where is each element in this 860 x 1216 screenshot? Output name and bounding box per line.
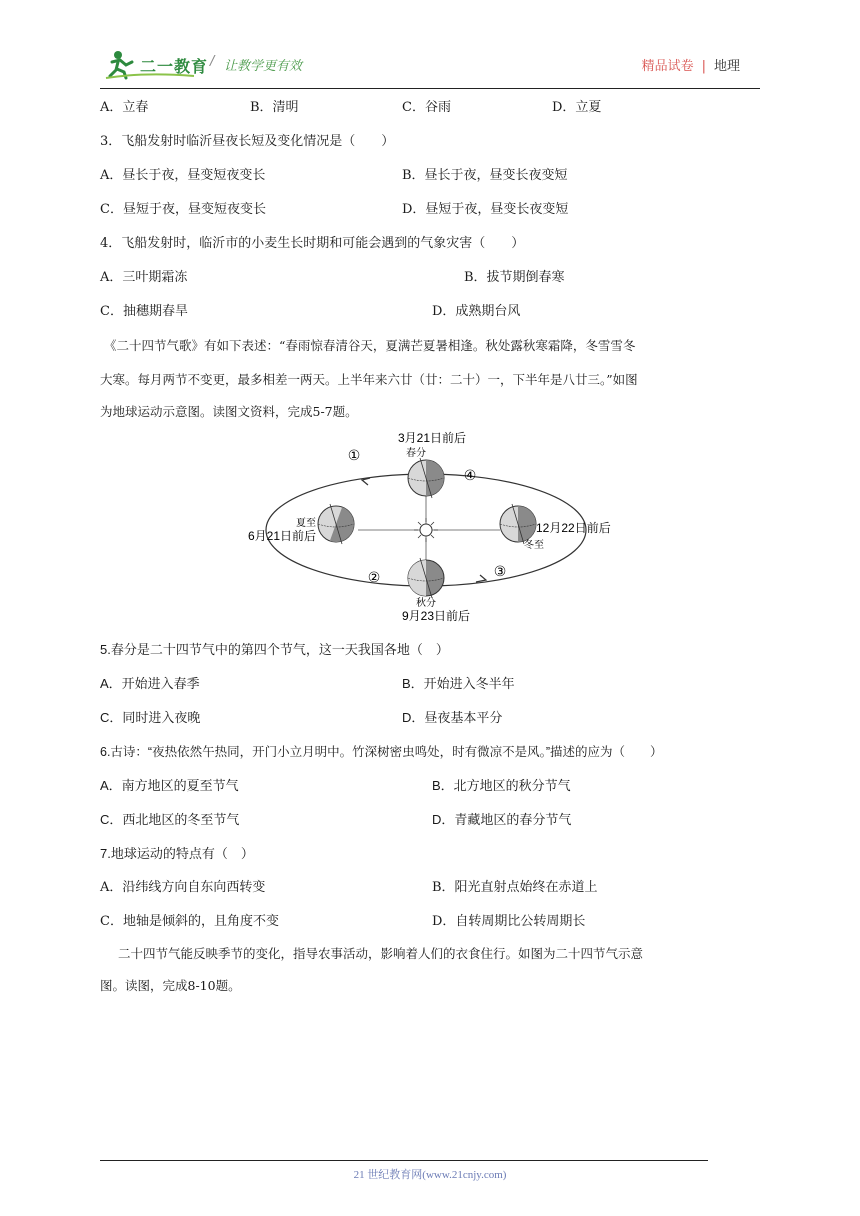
orbit-arrow-icon	[476, 575, 486, 582]
option: B．北方地区的秋分节气	[432, 778, 571, 793]
label-right-term: 冬至	[524, 540, 544, 551]
question-stem: 3．飞船发射时临沂昼夜长短及变化情况是（ ）	[100, 134, 395, 149]
label-left-term: 夏至	[296, 518, 316, 529]
option: D．立夏	[552, 100, 602, 115]
passage-line: 为地球运动示意图。读图文资料，完成5-7题。	[100, 404, 358, 419]
option: A．昼长于夜，昼变短夜变长	[100, 168, 266, 183]
option: D．昼夜基本平分	[402, 710, 503, 725]
passage-text: 二十四节气能反映季节的变化，指导农事活动，影响着人们的衣食住行。如图为二十四节气示意	[118, 946, 644, 961]
passage-line	[100, 336, 635, 356]
footer-text: 21 世纪教育网(www.21cnjy.com)	[353, 1169, 507, 1181]
header-rule	[100, 88, 760, 89]
option: A．三叶期霜冻	[100, 270, 188, 285]
label-bottom-date: 9月23日前后	[401, 609, 471, 623]
earth-winter-icon	[500, 504, 536, 544]
question-stem: 6.古诗：“夜热依然午热同，开门小立月明中。竹深树密虫鸣处，时有微凉不是风。”描述的应为（ ）	[100, 745, 663, 759]
option: C．同时进入夜晚	[100, 710, 201, 725]
label-bottom-term: 秋分	[416, 598, 436, 609]
logo-text: 二一教育	[140, 57, 209, 76]
label-left-date: 6月21日前后	[247, 529, 316, 543]
option: A．南方地区的夏至节气	[100, 778, 239, 793]
option: A．立春	[100, 100, 149, 115]
label-top-date: 3月21日前后	[397, 431, 467, 445]
marker-4: ④	[463, 468, 477, 484]
marker-3: ③	[493, 564, 507, 580]
label-top-term: 春分	[406, 448, 426, 459]
option: B．开始进入冬半年	[402, 676, 515, 691]
marker-1: ①	[347, 448, 361, 464]
option: C．西北地区的冬至节气	[100, 812, 240, 827]
option: D．成熟期台风	[432, 304, 521, 319]
earth-orbit-diagram	[240, 430, 620, 630]
option: B．阳光直射点始终在赤道上	[432, 880, 598, 895]
slogan-separator: /	[210, 54, 215, 69]
sun-icon	[414, 518, 438, 542]
option: B．拔节期倒春寒	[464, 270, 565, 285]
page-header	[100, 44, 760, 86]
option: C．地轴是倾斜的，且角度不变	[100, 914, 279, 929]
question-stem: 7.地球运动的特点有（ ）	[100, 846, 254, 861]
question-stem: 5.春分是二十四节气中的第四个节气，这一天我国各地（ ）	[100, 642, 449, 657]
footer-rule	[100, 1160, 708, 1161]
earth-autumn-icon	[408, 558, 444, 598]
option: D．青藏地区的春分节气	[432, 812, 572, 827]
passage-line: 图。读图，完成8-10题。	[100, 978, 241, 993]
marker-2: ②	[367, 570, 381, 586]
tag-label: 精品试卷	[641, 59, 694, 74]
option: C．昼短于夜，昼变短夜变长	[100, 202, 266, 217]
subject-label: 地理	[713, 59, 740, 74]
option: D．昼短于夜，昼变长夜变短	[402, 202, 569, 217]
option: B．清明	[250, 100, 299, 115]
option: D．自转周期比公转周期长	[432, 914, 586, 929]
passage-line	[100, 944, 643, 964]
header-divider: |	[701, 59, 706, 74]
option: B．昼长于夜，昼变长夜变短	[402, 168, 568, 183]
earth-spring-icon	[408, 458, 444, 498]
option: C．谷雨	[402, 100, 451, 115]
header-labels	[642, 55, 740, 74]
earth-summer-icon	[318, 504, 359, 547]
label-right-date: 12月22日前后	[536, 521, 611, 535]
orbit-arrow-icon	[362, 478, 370, 485]
option: A．开始进入春季	[100, 676, 200, 691]
question-stem: 4．飞船发射时，临沂市的小麦生长时期和可能会遇到的气象灾害（ ）	[100, 236, 525, 251]
passage-line: 大寒。每月两节不变更，最多相差一两天。上半年来六廿（廿：二十）一，下半年是八廿三。”如图	[100, 372, 638, 387]
option: A．沿纬线方向自东向西转变	[100, 880, 266, 895]
option: C．抽穗期春旱	[100, 304, 188, 319]
passage-text: 《二十四节气歌》有如下表述：“春雨惊春清谷天，夏满芒夏暑相逢。秋处露秋寒霜降，冬雪雪冬	[104, 338, 636, 353]
slogan: 让教学更有效	[224, 59, 303, 74]
